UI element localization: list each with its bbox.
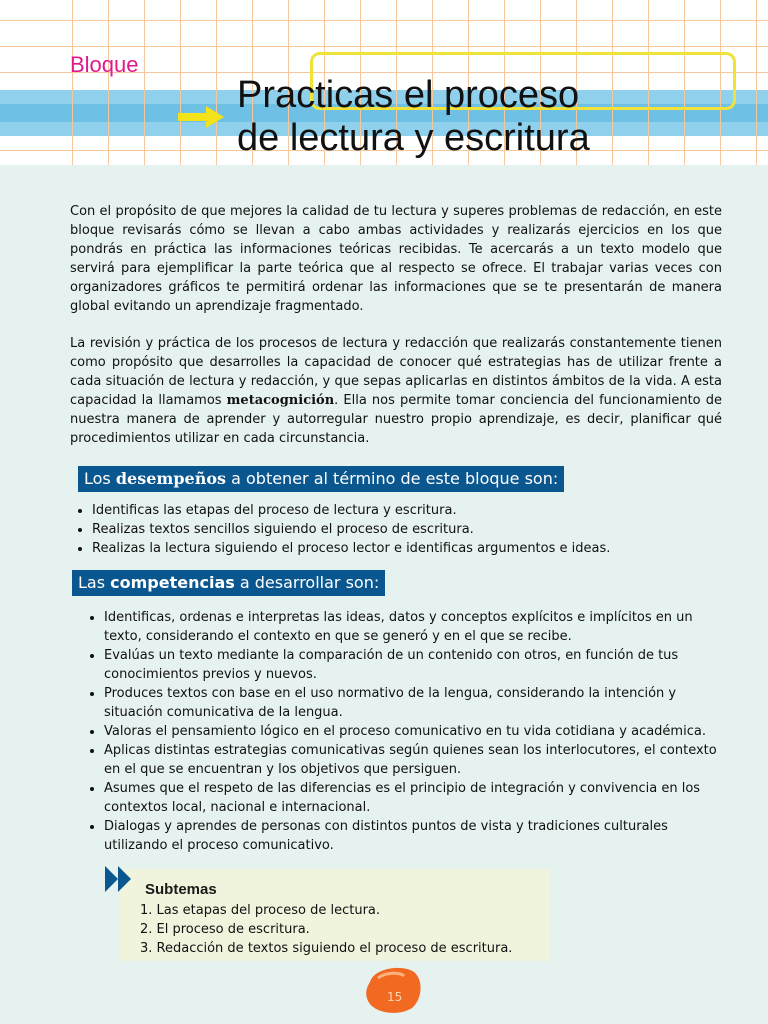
performance-heading: Los desempeños a obtener al término de este bloque son:: [78, 466, 564, 492]
metacognition-term: metacognición: [226, 393, 335, 408]
performance-list: [70, 501, 722, 558]
double-chevron-icon: [105, 866, 135, 892]
list-item: • Identificas, ordenas e interpretas las ideas, datos y conceptos explícitos e implícitos en un texto, considerando el contexto en que se generó y en el que se recibe.: [104, 608, 722, 646]
list-item: • Produces textos con base en el uso normativo de la lengua, considerando la intención y situación comunicativa de la lengua.: [104, 684, 722, 722]
title-line-2: de lectura y escritura: [237, 117, 590, 159]
list-item: • Evalúas un texto mediante la comparación de un contenido con otros, en función de tus conocimientos previos y nuevos.: [104, 646, 722, 684]
arrow-right-icon: [178, 106, 224, 128]
list-item: 2. El proceso de escritura.: [140, 922, 310, 937]
title-line-1: Practicas el proceso: [237, 74, 580, 116]
list-item: • Aplicas distintas estrategias comunicativas según quienes sean los interlocutores, el contexto en el que se encuentran y los objetivos que persiguen.: [104, 741, 722, 779]
competencies-list: [70, 608, 722, 855]
list-item: • Valoras el pensamiento lógico en el proceso comunicativo en tu vida cotidiana y académica.: [104, 722, 722, 741]
main-content: [70, 202, 722, 867]
subtopics-title: Subtemas: [145, 881, 217, 898]
competencies-heading: Las competencias a desarrollar son:: [72, 570, 385, 596]
subtopics-list: [140, 901, 512, 958]
intro-paragraph-1: Con el propósito de que mejores la calidad de tu lectura y superes problemas de redacción, en este bloque revisarás cómo se llevan a cabo ambas actividades y realizarás ejercicios en los que pondrás en práctica las informaciones teóricas recibidas. Te acercarás a un texto modelo que servirá para ejemplificar la parte teórica que al respecto se ofrece. El trabajar varias veces con organizadores gráficos te permitirá ordenar las informaciones que se te presentarán de manera global evitando un aprendizaje fragmentado.: [70, 204, 722, 314]
list-item: • Identificas las etapas del proceso de lectura y escritura.: [92, 501, 722, 520]
page-title: [237, 74, 757, 160]
block-label: Bloque: [70, 52, 139, 77]
list-item: • Realizas la lectura siguiendo el proceso lector e identificas argumentos e ideas.: [92, 539, 722, 558]
page-number-blob: [364, 964, 424, 1014]
header: [0, 0, 768, 165]
intro-paragraph-2: La revisión y práctica de los procesos de lectura y redacción que realizarás constantemente tienen como propósito que desarrolles la capacidad de conocer qué estrategias has de utilizar frente a cada situación de lectura y redacción, y que sepas aplicarlas en distintos ámbitos de la vida. A esta capacidad la llamamos metacognición. Ella nos permite tomar conciencia del funcionamiento de nuestra manera de aprender y autorregular nuestro propio aprendizaje, es decir, planificar qué procedimientos utilizar en cada circunstancia.: [70, 336, 722, 446]
list-item: • Dialogas y aprendes de personas con distintos puntos de vista y tradiciones culturales utilizando el proceso comunicativo.: [104, 817, 722, 855]
list-item: • Realizas textos sencillos siguiendo el proceso de escritura.: [92, 520, 722, 539]
list-item: • Asumes que el respeto de las diferencias es el principio de integración y convivencia en los contextos local, nacional e internacional.: [104, 779, 722, 817]
page-number: 15: [387, 990, 403, 1004]
list-item: 3. Redacción de textos siguiendo el proceso de escritura.: [140, 941, 513, 956]
list-item: 1. Las etapas del proceso de lectura.: [140, 903, 381, 918]
